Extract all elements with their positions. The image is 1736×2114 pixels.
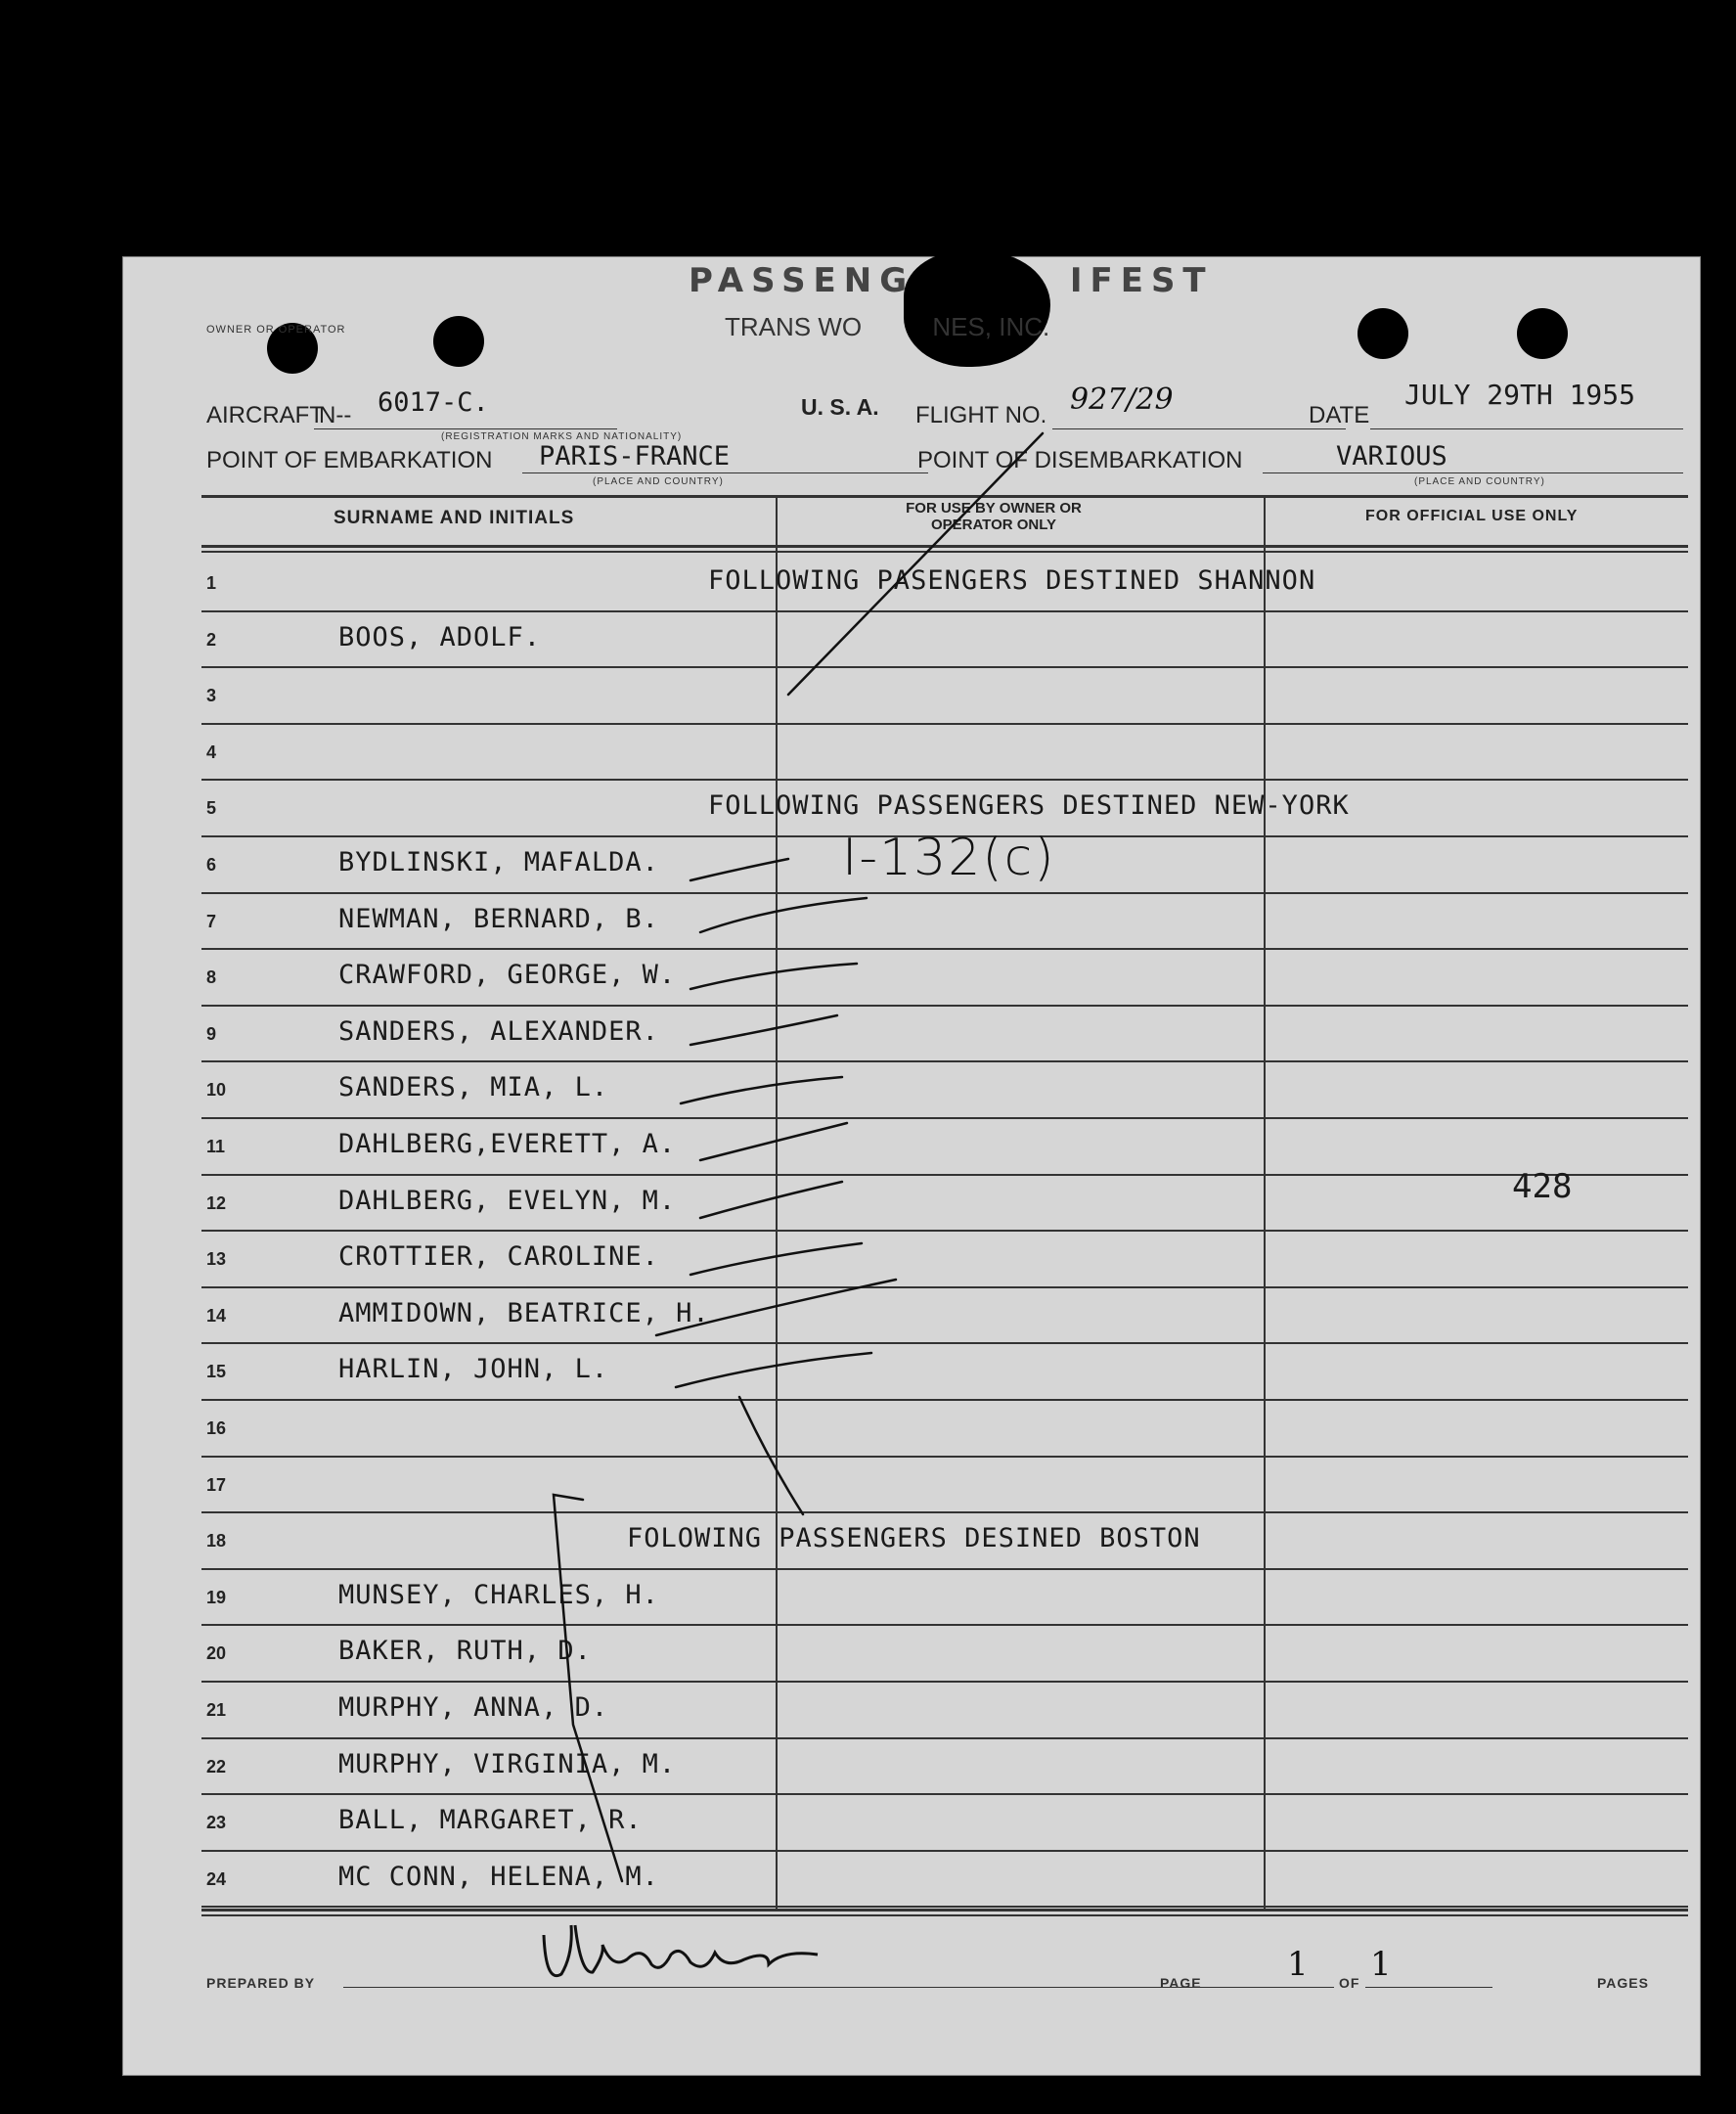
tick-stroke: [690, 1015, 837, 1045]
tick-stroke: [681, 1077, 842, 1103]
row-number: 11: [206, 1137, 226, 1156]
aircraft-prefix: N--: [319, 402, 352, 428]
row-number: 8: [206, 967, 217, 988]
row-rule: [201, 1286, 1688, 1288]
passenger-name: MURPHY, ANNA, D.: [338, 1692, 609, 1723]
passenger-name: BALL, MARGARET, R.: [338, 1805, 643, 1836]
column-header-surname: SURNAME AND INITIALS: [334, 508, 575, 528]
tick-stroke: [700, 1123, 847, 1160]
passenger-name: SANDERS, MIA, L.: [338, 1072, 609, 1103]
passenger-name: AMMIDOWN, BEATRICE, H.: [338, 1297, 710, 1328]
flight-label: FLIGHT NO.: [915, 402, 1047, 428]
passenger-name: DAHLBERG, EVELYN, M.: [338, 1185, 677, 1216]
table-header-rule: [201, 545, 1688, 548]
row-number: 24: [206, 1868, 227, 1889]
disembarkation-underline: [1263, 472, 1683, 473]
punch-hole: [1358, 308, 1408, 359]
place-note-embarkation: (PLACE AND COUNTRY): [593, 476, 724, 487]
row-rule: [201, 1737, 1688, 1739]
row-number: 19: [206, 1587, 227, 1607]
date-underline: [1370, 428, 1683, 429]
passenger-name: CRAWFORD, GEORGE, W.: [338, 960, 677, 991]
passenger-name: BYDLINSKI, MAFALDA.: [338, 847, 659, 877]
date-label: DATE: [1309, 402, 1370, 428]
row-number: 4: [206, 742, 217, 762]
row-rule: [201, 1511, 1688, 1513]
passenger-name: NEWMAN, BERNARD, B.: [338, 903, 659, 934]
row-rule: [201, 1681, 1688, 1683]
row-rule: [201, 1342, 1688, 1344]
destination-heading: FOLOWING PASSENGERS DESINED BOSTON: [627, 1523, 1201, 1554]
row-number: 18: [206, 1531, 227, 1552]
tick-stroke: [676, 1353, 871, 1387]
row-number: 12: [206, 1192, 227, 1213]
destination-heading: FOLLOWING PASENGERS DESTINED SHANNON: [708, 565, 1316, 596]
passenger-name: MURPHY, VIRGINIA, M.: [338, 1748, 677, 1779]
row-rule: [201, 723, 1688, 725]
row-rule: [201, 779, 1688, 781]
row-rule: [201, 1117, 1688, 1119]
row-number: 13: [206, 1249, 227, 1270]
row-number: 3: [206, 686, 217, 706]
row-rule: [201, 1399, 1688, 1401]
table-bottom-rule: [201, 1909, 1688, 1912]
row-number: 6: [206, 855, 217, 875]
row-number: 10: [206, 1080, 227, 1101]
row-number: 20: [206, 1643, 227, 1664]
row-rule: [201, 1060, 1688, 1062]
row-number: 15: [206, 1362, 227, 1382]
row-number: 1: [206, 573, 217, 593]
page-line: [1219, 1987, 1334, 1988]
row-number: 23: [206, 1813, 227, 1833]
tick-stroke: [700, 1182, 842, 1218]
passenger-name: SANDERS, ALEXANDER.: [338, 1015, 659, 1047]
row-rule: [201, 1456, 1688, 1458]
row-rule: [201, 1850, 1688, 1852]
disembarkation-value: VARIOUS: [1336, 441, 1447, 472]
row-rule: [201, 1568, 1688, 1570]
registration-note: (REGISTRATION MARKS AND NATIONALITY): [441, 431, 683, 442]
disembarkation-label: POINT OF DISEMBARKATION: [917, 447, 1243, 473]
row-number: 2: [206, 629, 217, 650]
embarkation-underline: [522, 472, 928, 473]
embarkation-label: POINT OF EMBARKATION: [206, 447, 493, 473]
row-rule: [201, 610, 1688, 612]
of-line: [1365, 1987, 1492, 1988]
embarkation-value: PARIS-FRANCE: [539, 441, 731, 472]
manifest-sheet: [122, 256, 1701, 2076]
row-rule: [201, 1793, 1688, 1795]
aircraft-value: 6017-C.: [378, 387, 489, 418]
table-bottom-rule-2: [201, 1914, 1688, 1916]
passenger-name: MC CONN, HELENA, M.: [338, 1861, 659, 1892]
row-rule: [201, 1624, 1688, 1626]
manifest-title: PASSENG IFEST: [689, 261, 1214, 300]
aircraft-label: AIRCRAFT: [206, 402, 324, 428]
prepared-by-label: PREPARED BY: [206, 1975, 316, 1991]
punch-hole: [433, 316, 484, 367]
tick-stroke: [690, 859, 788, 880]
of-label: OF: [1339, 1975, 1360, 1991]
official-number-annotation: 428: [1512, 1167, 1573, 1206]
row-number: 22: [206, 1756, 227, 1777]
page-label: PAGE: [1160, 1975, 1202, 1991]
column-divider-2: [1264, 495, 1266, 1911]
preparer-signature: [534, 1915, 827, 1994]
of-value: 1: [1370, 1945, 1392, 1984]
row-rule: [201, 1174, 1688, 1176]
usa-label: U. S. A.: [801, 394, 879, 420]
tick-stroke: [690, 964, 857, 989]
airline-name: TRANS WO NES, INC.: [725, 312, 1050, 341]
column-divider-1: [776, 495, 778, 1911]
row-number: 9: [206, 1023, 217, 1044]
page-value: 1: [1287, 1945, 1309, 1984]
passenger-name: MUNSEY, CHARLES, H.: [338, 1579, 659, 1610]
owner-code-annotation: I-132(c): [842, 829, 1056, 887]
row-rule: [201, 948, 1688, 950]
flight-number-value: 927/29: [1070, 382, 1174, 417]
passenger-name: BAKER, RUTH, D.: [338, 1636, 592, 1667]
punch-hole: [1517, 308, 1568, 359]
passenger-name: CROTTIER, CAROLINE.: [338, 1241, 659, 1273]
row-rule: [201, 1230, 1688, 1232]
row-number: 21: [206, 1700, 227, 1720]
column-header-owner-use: FOR USE BY OWNER OR OPERATOR ONLY: [906, 500, 1082, 533]
table-top-rule: [201, 495, 1688, 498]
row-rule: [201, 1005, 1688, 1007]
row-number: 14: [206, 1305, 227, 1326]
table-header-rule-2: [201, 551, 1688, 553]
destination-heading: FOLLOWING PASSENGERS DESTINED NEW-YORK: [708, 790, 1350, 822]
place-note-disembarkation: (PLACE AND COUNTRY): [1414, 476, 1545, 487]
pages-label: PAGES: [1597, 1975, 1649, 1991]
passenger-name: DAHLBERG,EVERETT, A.: [338, 1129, 677, 1159]
row-rule: [201, 666, 1688, 668]
row-number: 17: [206, 1474, 227, 1495]
owner-label: OWNER OR OPERATOR: [206, 324, 346, 336]
tick-stroke: [700, 898, 867, 932]
passenger-name: BOOS, ADOLF.: [338, 621, 542, 652]
flight-underline: [1052, 428, 1346, 429]
row-number: 7: [206, 911, 217, 931]
row-number: 16: [206, 1418, 227, 1438]
row-rule: [201, 892, 1688, 894]
date-value: JULY 29TH 1955: [1404, 379, 1636, 411]
row-number: 5: [206, 798, 217, 819]
passenger-name: HARLIN, JOHN, L.: [338, 1354, 609, 1385]
column-header-official-use: FOR OFFICIAL USE ONLY: [1365, 508, 1579, 524]
aircraft-underline: [314, 428, 617, 429]
